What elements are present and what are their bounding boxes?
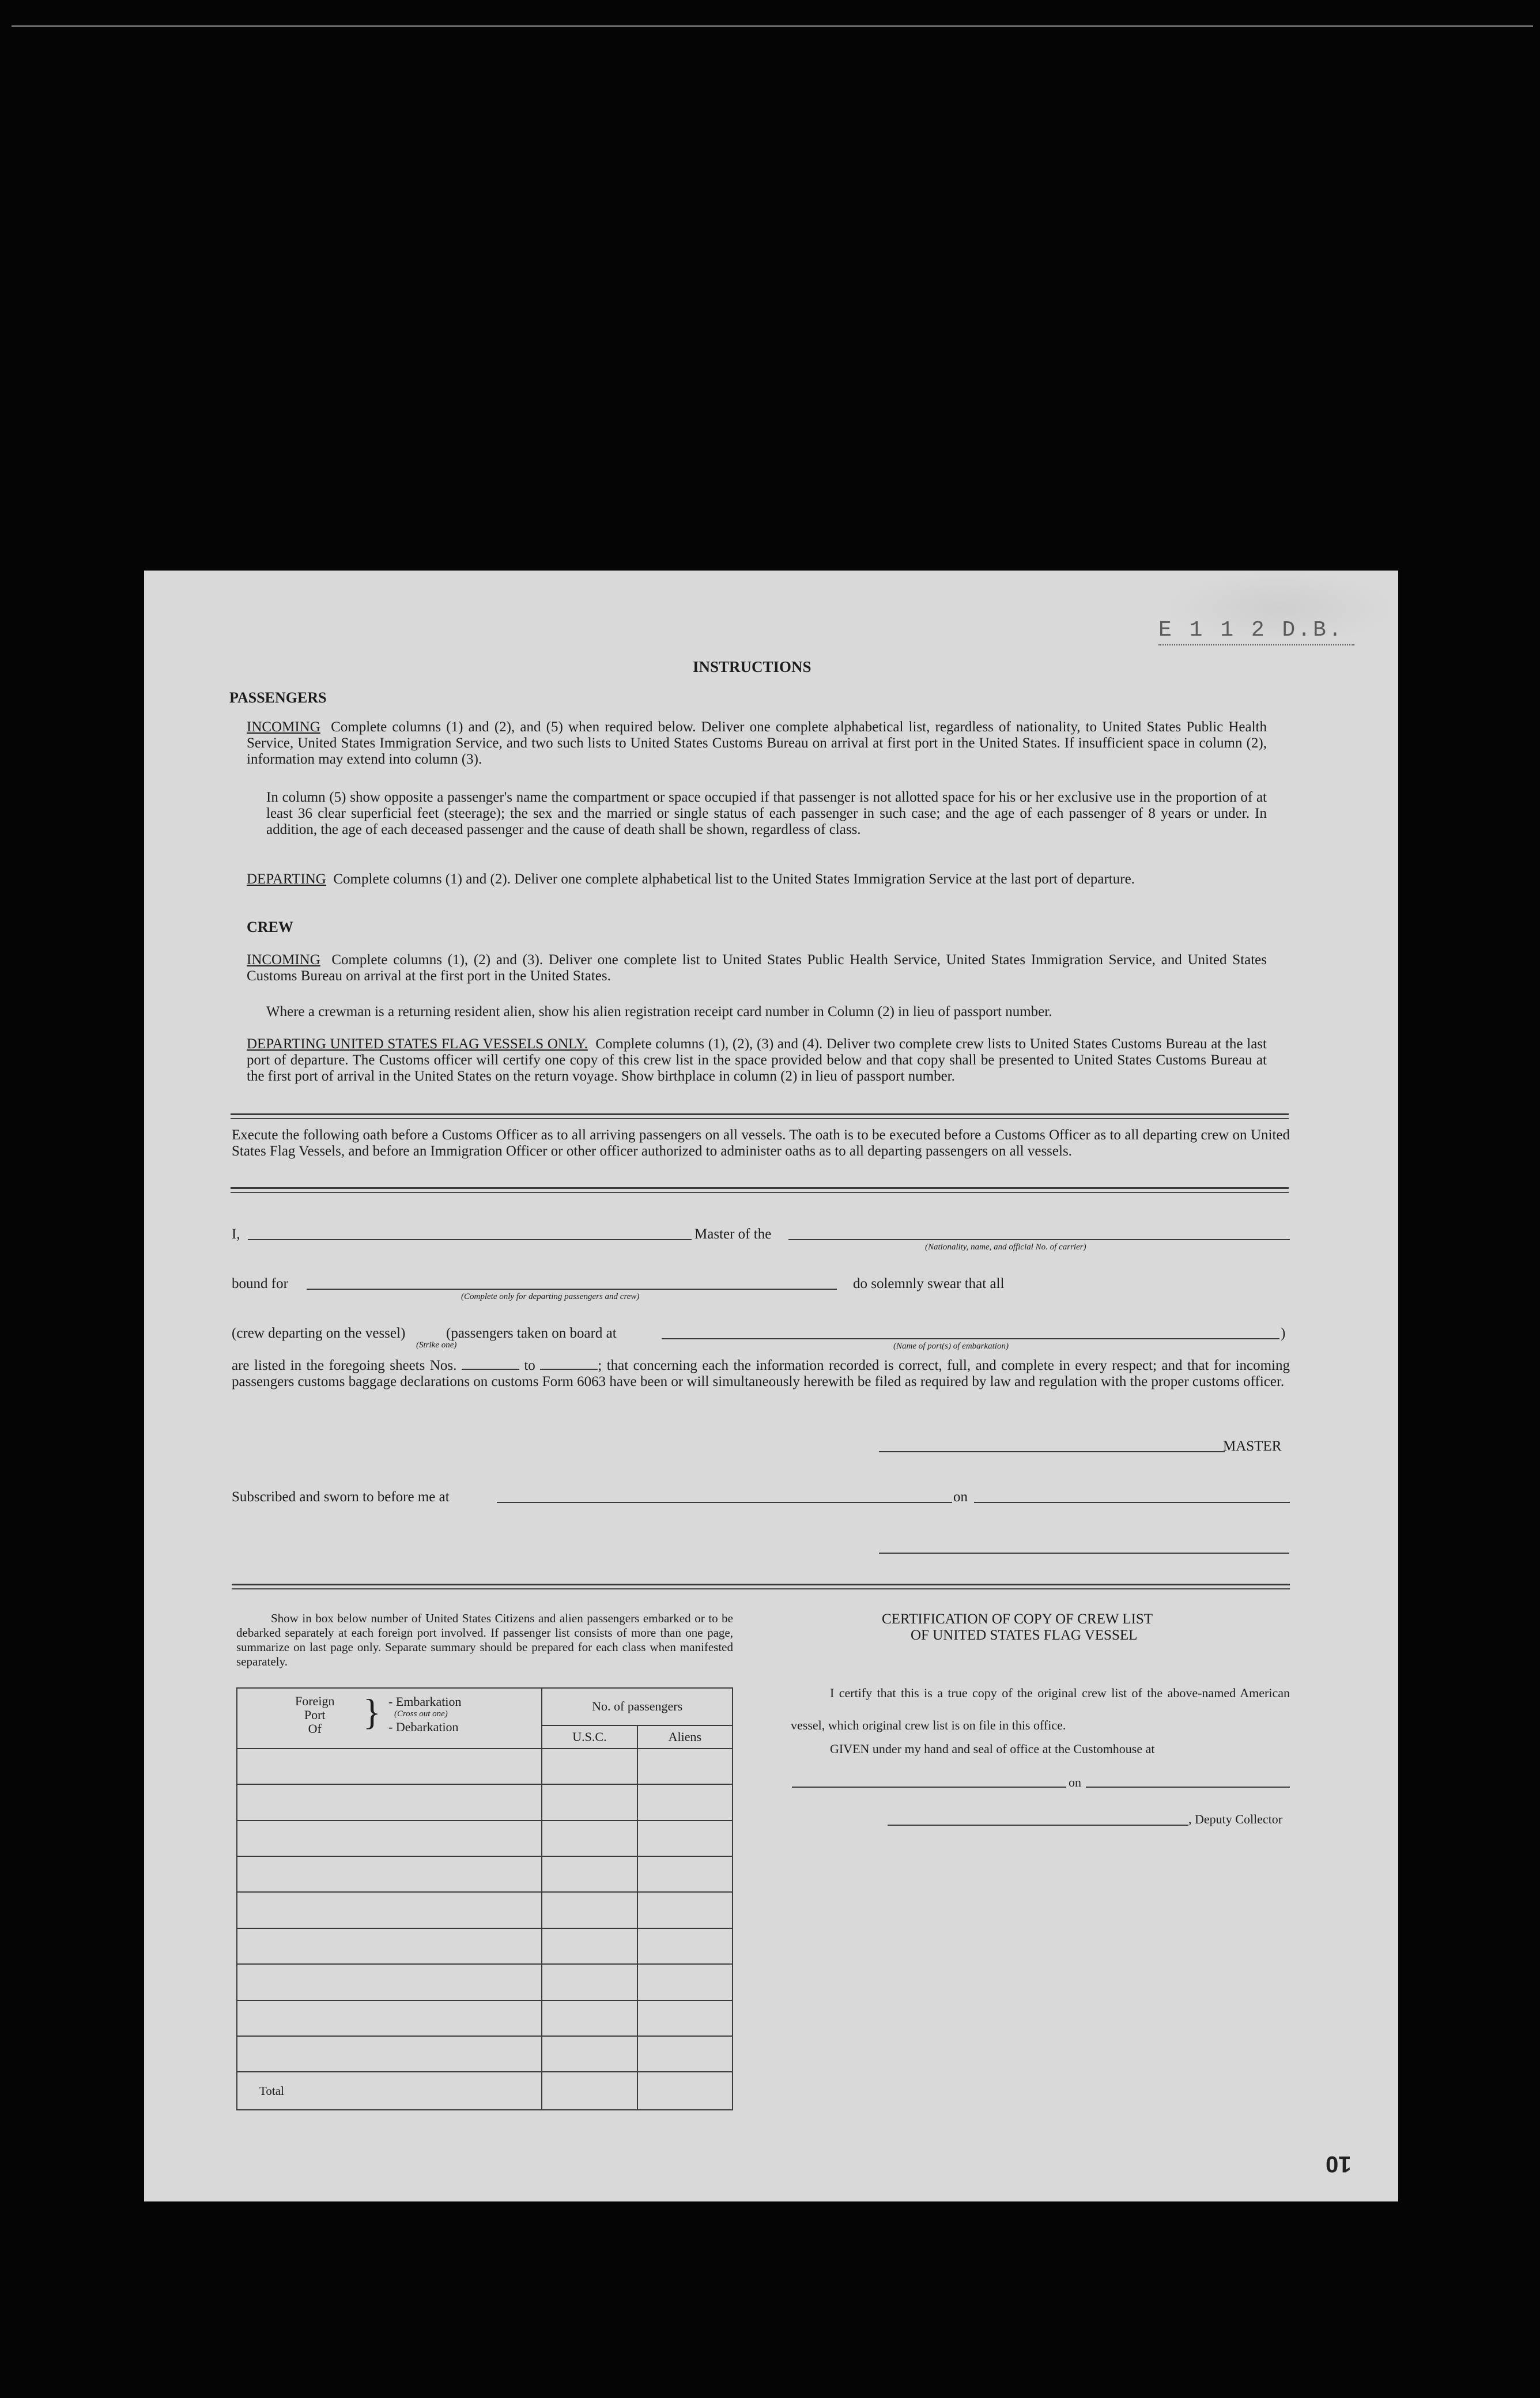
crew-heading: CREW: [247, 919, 293, 935]
table-total-usc[interactable]: [542, 2072, 637, 2110]
divider: [232, 1588, 1290, 1589]
carrier-caption: (Nationality, name, and official No. of carrier): [925, 1243, 1086, 1252]
listed-text-a: are listed in the foregoing sheets Nos.: [232, 1358, 457, 1373]
cross-out-label: (Cross out one): [394, 1709, 448, 1719]
table-header-port: [237, 1688, 542, 1749]
table-cell-usc[interactable]: [542, 2036, 637, 2072]
crewman-paragraph: Where a crewman is a returning resident alien, show his alien registration receipt card number in Column (2) in lieu of passport number.: [266, 1004, 1052, 1019]
bound-for-label: bound for: [232, 1276, 288, 1291]
divider: [231, 1118, 1289, 1119]
table-cell-usc[interactable]: [542, 1856, 637, 1892]
embarkation-port-field[interactable]: [662, 1338, 1279, 1339]
stamp-underline: [1158, 644, 1354, 645]
instructions-title: INSTRUCTIONS: [693, 658, 811, 675]
table-cell-aliens[interactable]: [637, 1821, 733, 1856]
departing-label: DEPARTING: [247, 871, 326, 887]
crew-incoming-label: INCOMING: [247, 952, 320, 968]
port-caption: (Name of port(s) of embarkation): [893, 1342, 1009, 1351]
given-text: GIVEN under my hand and seal of office at the Customhouse at: [830, 1742, 1155, 1756]
officer-signature-field[interactable]: [879, 1553, 1289, 1554]
cert-date-field[interactable]: [1086, 1787, 1290, 1788]
divider: [231, 1192, 1289, 1193]
incoming-passengers-paragraph: [247, 719, 1267, 768]
master-signature-field[interactable]: [879, 1451, 1225, 1452]
listed-paragraph: [232, 1358, 1290, 1390]
table-cell-port[interactable]: [237, 1784, 542, 1820]
table-cell-usc[interactable]: [542, 1928, 637, 1964]
incoming-text: Complete columns (1) and (2), and (5) when required below. Deliver one complete alphabetical list, regardless of nationality, to United States Public Health Service, United States Immigration Service, and two such lists to United States Customs Bureau on arrival at first port in the United States. If insufficient space in column (2), information may extend into column (3).: [247, 719, 1267, 767]
table-cell-usc[interactable]: [542, 1821, 637, 1856]
certification-title-1: CERTIFICATION OF COPY OF CREW LIST: [882, 1611, 1153, 1627]
listed-text-b: ; that concerning each the information recorded is correct, full, and complete in every respect; and that for incoming passengers customs baggage declarations on customs Form 6063 have been or will simultaneously herewith be filed as required by law and regulation with the proper customs officer.: [232, 1358, 1290, 1389]
passenger-summary-table: [236, 1687, 733, 2110]
table-cell-aliens[interactable]: [637, 1784, 733, 1820]
divider: [232, 1584, 1290, 1585]
sheet-from-field[interactable]: [462, 1369, 519, 1370]
i-label: I,: [232, 1226, 240, 1242]
table-cell-aliens[interactable]: [637, 1856, 733, 1892]
table-cell-port[interactable]: [237, 2036, 542, 2072]
embarkation-label: - Embarkation: [388, 1694, 462, 1709]
table-cell-port[interactable]: [237, 1749, 542, 1784]
crew-departing-text: (crew departing on the vessel): [232, 1325, 406, 1341]
summary-instructions: Show in box below number of United States Citizens and alien passengers embarked or to be debarked separately at each foreign port involved. If passenger list consists of more than one page, summarize on last page only. Separate summary should be prepared for each class when manifested separately.: [236, 1611, 733, 1668]
table-cell-aliens[interactable]: [637, 2036, 733, 2072]
table-cell-port[interactable]: [237, 2000, 542, 2036]
table-cell-usc[interactable]: [542, 1964, 637, 2000]
table-cell-aliens[interactable]: [637, 2000, 733, 2036]
flag-text: Complete columns (1), (2), (3) and (4). Deliver two complete crew lists to United States Customs Bureau at the last port of departure. The Customs officer will certify one copy of this crew list in the space provided below and that copy shall be presented to United States Customs Bureau at the first port of arrival in the United States on the return voyage. Show birthplace in column (2) in lieu of passport number.: [247, 1036, 1267, 1084]
deputy-signature-field[interactable]: [888, 1825, 1188, 1826]
table-cell-aliens[interactable]: [637, 1892, 733, 1928]
foreign-port-label: Foreign Port Of: [295, 1694, 335, 1736]
incoming-label: INCOMING: [247, 719, 320, 735]
divider: [231, 1187, 1289, 1189]
table-cell-usc[interactable]: [542, 2000, 637, 2036]
column5-paragraph: In column (5) show opposite a passenger's name the compartment or space occupied if that passenger is not allotted space for his or her exclusive use in the proportion of at least 36 clear superficial feet (steerage); the sex and the married or single status of each passenger in such case; and the age of each passenger of 8 years or under. In addition, the age of each deceased passenger and the cause of death shall be shown, regardless of class.: [266, 790, 1267, 837]
sworn-on-label: on: [953, 1489, 968, 1505]
master-name-field[interactable]: [248, 1239, 692, 1240]
table-cell-usc[interactable]: [542, 1784, 637, 1820]
debarkation-label: - Debarkation: [388, 1720, 459, 1734]
table-cell-aliens[interactable]: [637, 1749, 733, 1784]
table-cell-port[interactable]: [237, 1928, 542, 1964]
passengers-taken-text: (passengers taken on board at: [446, 1325, 617, 1341]
stamp-text: E 1 1 2 D.B.: [1158, 618, 1344, 643]
departing-text: Complete columns (1) and (2). Deliver one complete alphabetical list to the United States Immigration Service at the last port of departure.: [333, 871, 1135, 887]
divider: [231, 1113, 1289, 1115]
certification-title-2: OF UNITED STATES FLAG VESSEL: [911, 1627, 1138, 1643]
table-total-aliens[interactable]: [637, 2072, 733, 2110]
table-cell-port[interactable]: [237, 1821, 542, 1856]
certify-text: I certify that this is a true copy of the original crew list of the above-named American vessel, which original crew list is on file in this office.: [791, 1686, 1290, 1732]
master-label: MASTER: [1223, 1438, 1282, 1454]
flag-vessels-paragraph: [247, 1036, 1267, 1085]
strike-one-caption: (Strike one): [416, 1340, 457, 1350]
deputy-label: , Deputy Collector: [1188, 1812, 1283, 1826]
departing-passengers-paragraph: [247, 871, 1267, 888]
flag-label: DEPARTING UNITED STATES FLAG VESSELS ONLY.: [247, 1036, 588, 1052]
document-page: [144, 571, 1398, 2201]
sheet-to-field[interactable]: [540, 1369, 598, 1370]
sworn-date-field[interactable]: [974, 1502, 1290, 1503]
brace-icon: }: [363, 1691, 381, 1732]
close-paren: ): [1281, 1325, 1286, 1341]
table-total-label: Total: [237, 2072, 542, 2110]
table-cell-port[interactable]: [237, 1856, 542, 1892]
master-of-label: Master of the: [694, 1226, 772, 1242]
page-number: 10: [1326, 2151, 1352, 2177]
scan-frame-line: [12, 25, 1533, 27]
swear-text: do solemnly swear that all: [853, 1276, 1005, 1291]
table-cell-usc[interactable]: [542, 1749, 637, 1784]
departing-caption: (Complete only for departing passengers and crew): [461, 1292, 640, 1301]
carrier-field[interactable]: [788, 1239, 1290, 1240]
table-header-usc: U.S.C.: [542, 1725, 637, 1749]
oath-intro: Execute the following oath before a Customs Officer as to all arriving passengers on all vessels. The oath is to be executed before a Customs Officer as to all departing crew on United States Flag Vessels, and before an Immigration Officer or other officer authorized to administer oaths as to all departing passengers on all vessels.: [232, 1127, 1290, 1159]
table-cell-usc[interactable]: [542, 1892, 637, 1928]
subscribed-text: Subscribed and sworn to before me at: [232, 1489, 450, 1505]
table-cell-port[interactable]: [237, 1964, 542, 2000]
incoming-crew-paragraph: [247, 952, 1267, 984]
table-cell-aliens[interactable]: [637, 1928, 733, 1964]
bound-for-field[interactable]: [307, 1289, 837, 1290]
cert-on-label: on: [1069, 1775, 1081, 1789]
table-cell-aliens[interactable]: [637, 1964, 733, 2000]
table-header-aliens: Aliens: [637, 1725, 733, 1749]
sworn-place-field[interactable]: [497, 1502, 952, 1503]
listed-to-label: to: [524, 1358, 535, 1373]
table-cell-port[interactable]: [237, 1892, 542, 1928]
passengers-heading: PASSENGERS: [229, 689, 327, 706]
crew-incoming-text: Complete columns (1), (2) and (3). Deliver one complete list to United States Public Health Service, United States Immigration Service, and United States Customs Bureau on arrival at the first port in the United States.: [247, 952, 1267, 984]
table-header-no-passengers: No. of passengers: [542, 1688, 733, 1725]
customhouse-field[interactable]: [792, 1787, 1066, 1788]
